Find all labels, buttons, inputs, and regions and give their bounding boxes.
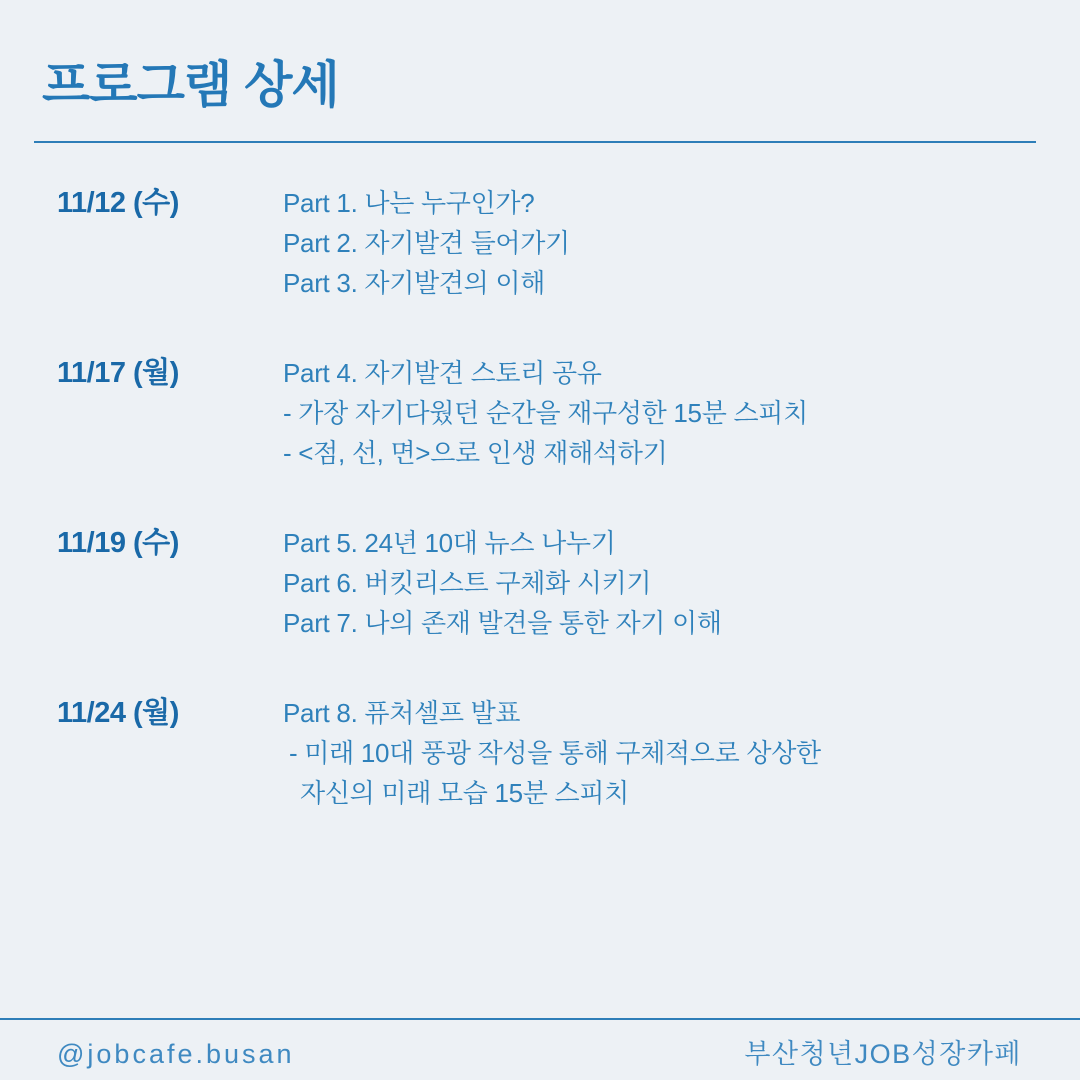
session-lines — [283, 693, 821, 813]
session-line: Part 6. 버킷리스트 구체화 시키기 — [283, 568, 652, 598]
session-line: Part 2. 자기발견 들어가기 — [283, 228, 570, 258]
session-date: 11/17 (월) — [57, 357, 179, 389]
session-row — [57, 693, 1060, 813]
session-lines — [283, 353, 808, 473]
session-date: 11/24 (월) — [57, 697, 179, 729]
session-line: - 가장 자기다웠던 순간을 재구성한 15분 스피치 — [283, 398, 808, 428]
session-date: 11/19 (수) — [57, 527, 179, 559]
session-line: 자신의 미래 모습 15분 스피치 — [300, 778, 629, 808]
session-lines — [283, 523, 722, 643]
session-line: Part 8. 퓨처셀프 발표 — [283, 698, 521, 728]
session-line: Part 3. 자기발견의 이해 — [283, 268, 546, 298]
session-line: Part 1. 나는 누구인가? — [283, 188, 535, 218]
instagram-handle: @jobcafe.busan — [57, 1039, 295, 1069]
session-line: Part 5. 24년 10대 뉴스 나누기 — [283, 528, 616, 558]
session-line: Part 4. 자기발견 스토리 공유 — [283, 358, 602, 388]
session-row — [57, 523, 1060, 643]
footer — [57, 1032, 1022, 1071]
session-row — [57, 183, 1060, 303]
session-lines — [283, 183, 570, 303]
session-line: Part 7. 나의 존재 발견을 통한 자기 이해 — [283, 608, 722, 638]
schedule-list — [57, 183, 1060, 813]
session-line: - <점, 선, 면>으로 인생 재해석하기 — [283, 438, 668, 468]
session-line: - 미래 10대 풍광 작성을 통해 구체적으로 상상한 — [289, 738, 821, 768]
session-date: 11/12 (수) — [57, 187, 179, 219]
brand-name: 부산청년JOB성장카페 — [744, 1039, 1022, 1069]
session-row — [57, 353, 1060, 473]
title-divider — [34, 141, 1036, 143]
footer-divider — [0, 1018, 1080, 1020]
page-title: 프로그램 상세 — [42, 57, 339, 113]
